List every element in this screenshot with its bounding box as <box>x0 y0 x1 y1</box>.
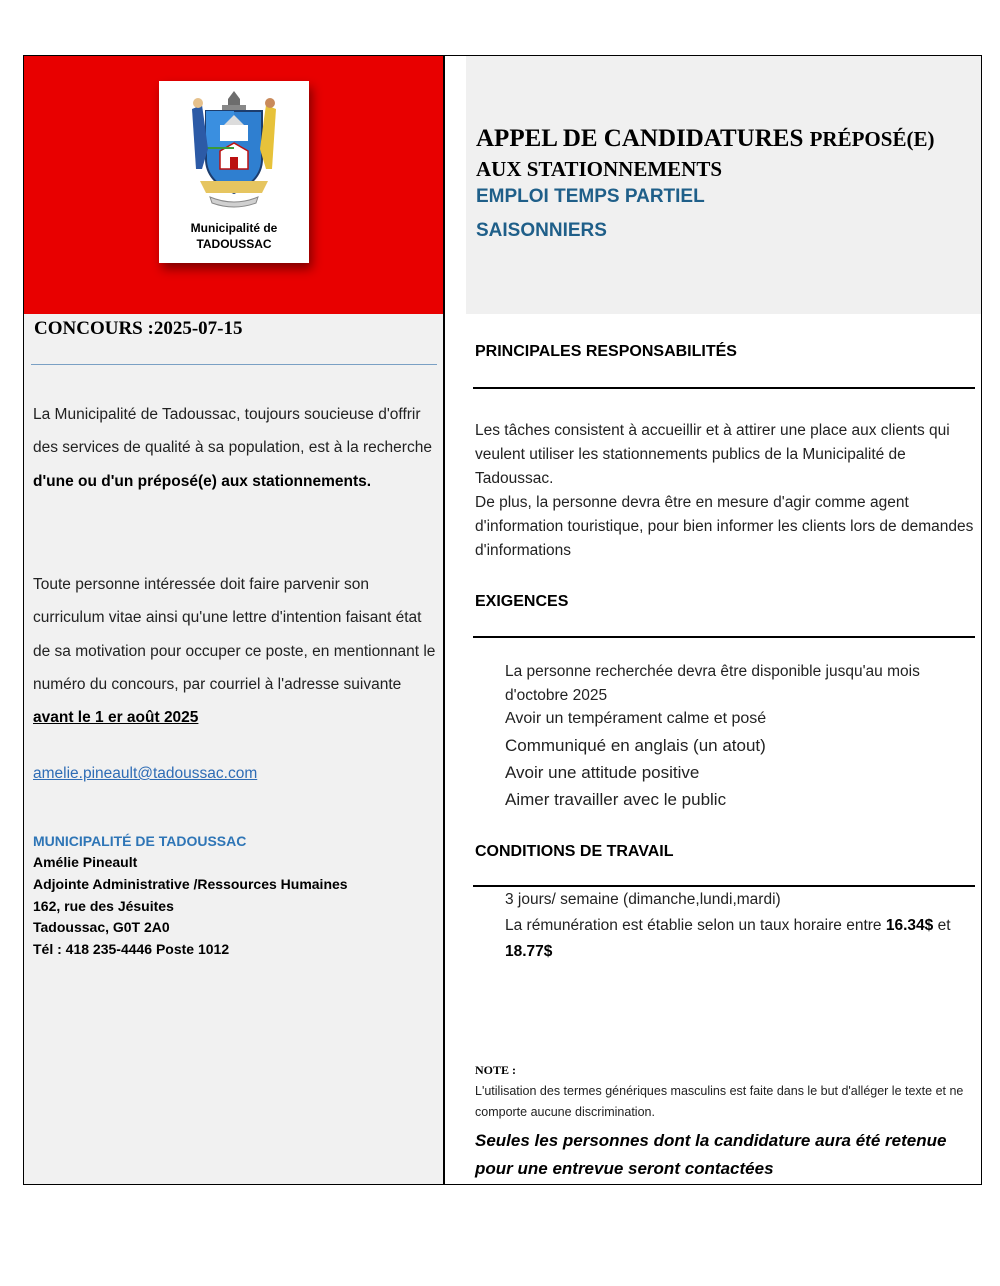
contact-role: Adjointe Administrative /Ressources Humaines <box>33 876 348 892</box>
page-title-role: AUX STATIONNEMENTS <box>476 157 723 181</box>
intro-paragraph: La Municipalité de Tadoussac, toujours soucieuse d'offrir des services de qualité à sa population, est à la recherche d'une ou d'un préposé(e) aux stationnements. <box>33 406 432 490</box>
divider <box>473 387 975 389</box>
closing-statement: Seules les personnes dont la candidature aura été retenue pour une entrevue seront contactées <box>475 1131 947 1178</box>
job-season: SAISONNIERS <box>476 220 607 241</box>
application-paragraph: Toute personne intéressée doit faire parvenir son curriculum vitae ainsi qu'une lettre d'intention faisant état de sa motivation pour occuper ce poste, en mentionnant le numéro du concours, par courriel à l'adresse suivante avant le 1 er août 2025 <box>33 576 436 727</box>
title-panel <box>466 56 981 314</box>
conditions-heading: CONDITIONS DE TRAVAIL <box>475 843 674 860</box>
note-label: NOTE : <box>475 1063 517 1077</box>
contact-phone: Tél : 418 235-4446 Poste 1012 <box>33 941 230 957</box>
pay-rate: La rémunération est établie selon un taux horaire entre 16.34$ et 18.77$ <box>505 917 951 960</box>
position-title: d'une ou d'un préposé(e) aux stationnements. <box>33 472 372 490</box>
email-link[interactable]: amelie.pineault@tadoussac.com <box>33 765 258 782</box>
coat-of-arms-icon <box>184 89 284 211</box>
logo-line-1: Municipalité de <box>190 221 278 235</box>
contact-name: Amélie Pineault <box>33 854 138 870</box>
municipality-logo <box>159 81 309 263</box>
list-item: La personne recherchée devra être disponible jusqu'au mois d'octobre 2025 <box>505 663 920 704</box>
list-item: Avoir un tempérament calme et posé <box>505 710 767 727</box>
work-schedule: 3 jours/ semaine (dimanche,lundi,mardi) <box>505 891 781 908</box>
job-type: EMPLOI TEMPS PARTIEL <box>476 186 705 207</box>
deadline: avant le 1 er août 2025 <box>33 709 199 727</box>
divider <box>31 364 437 365</box>
list-item: Avoir une attitude positive <box>505 763 700 782</box>
divider <box>473 885 975 887</box>
requirements-heading: EXIGENCES <box>475 593 569 610</box>
page-title: APPEL DE CANDIDATURES PRÉPOSÉ(E) <box>476 125 935 152</box>
logo-line-2: TADOUSSAC <box>196 237 272 251</box>
divider <box>473 636 975 638</box>
responsibilities-text: Les tâches consistent à accueillir et à attirer une place aux clients qui veulent utiliser les stationnements publics de la Municipalité de Tadoussac. De plus, la personne devra être en mesure d'agir comme agent d'information touristique, pour bien informer les clients lors de demandes d'informations <box>475 422 974 559</box>
contact-address: 162, rue des Jésuites <box>33 898 174 914</box>
concours-number: CONCOURS :2025-07-15 <box>34 318 243 339</box>
list-item: Communiqué en anglais (un atout) <box>505 736 766 755</box>
list-item: Aimer travailler avec le public <box>505 790 727 809</box>
note-text: L'utilisation des termes génériques masculins est faite dans le but d'alléger le texte et ne comporte aucune discrimination. <box>475 1084 964 1119</box>
contact-organization: MUNICIPALITÉ DE TADOUSSAC <box>33 833 247 849</box>
contact-city: Tadoussac, G0T 2A0 <box>33 919 170 935</box>
column-divider <box>443 55 445 1185</box>
responsibilities-heading: PRINCIPALES RESPONSABILITÉS <box>475 343 737 360</box>
